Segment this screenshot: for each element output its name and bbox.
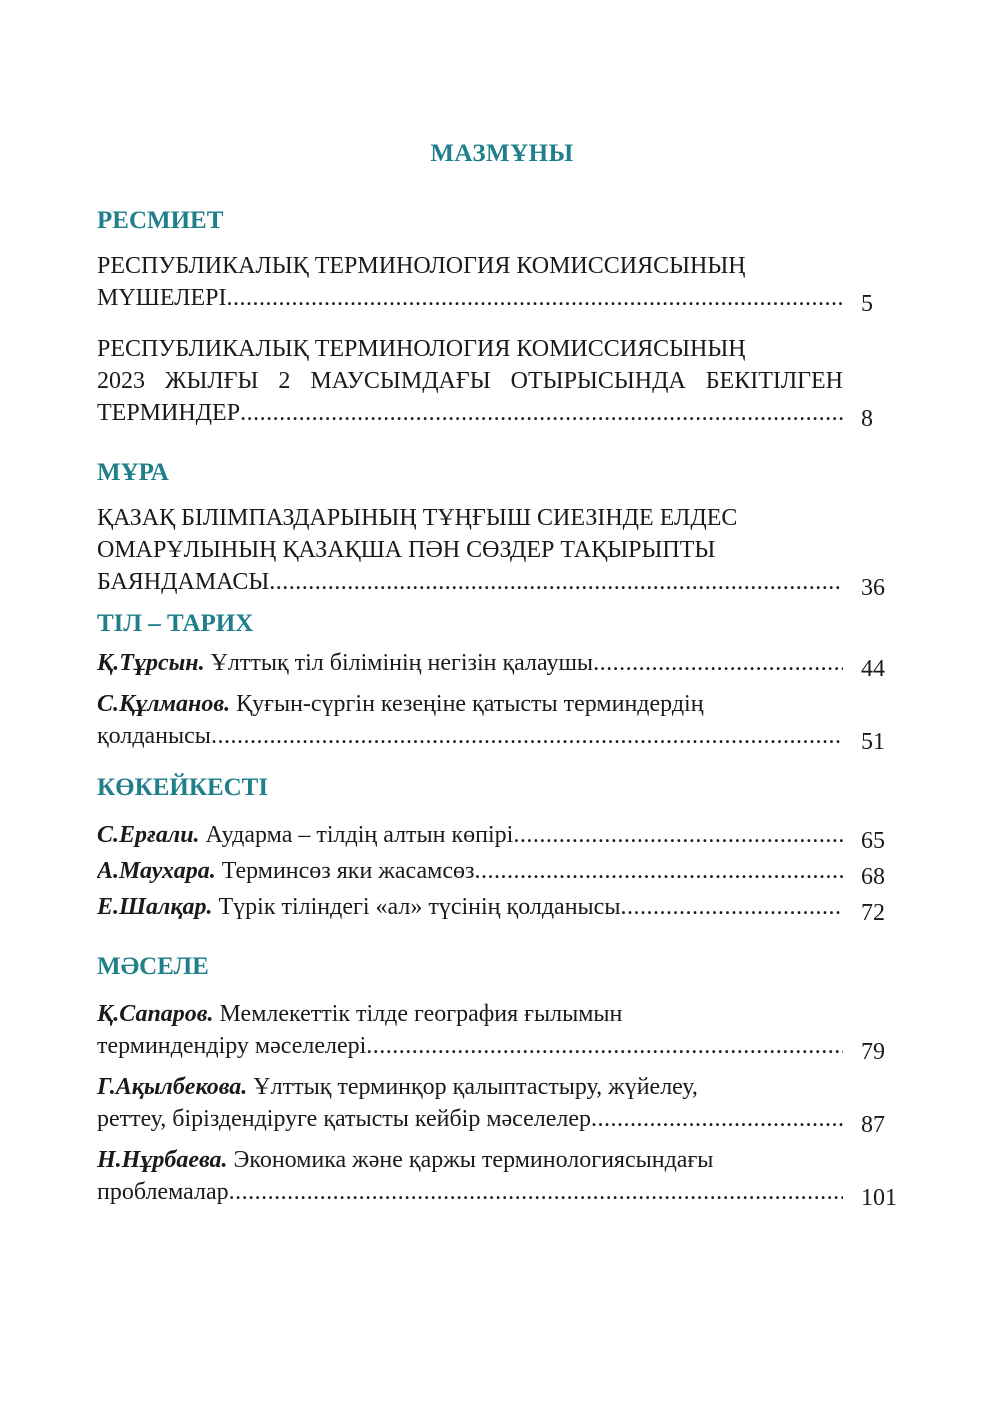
section-title: МӘСЕЛЕ	[97, 953, 209, 980]
section-title: ТІЛ – ТАРИХ	[97, 610, 254, 637]
page-number: 72	[861, 900, 885, 926]
toc-entry[interactable]	[97, 998, 907, 1065]
toc-section-resmiet	[97, 204, 907, 432]
page-number: 8	[861, 406, 873, 432]
toc-entry[interactable]	[97, 250, 907, 317]
toc-entry[interactable]	[97, 819, 907, 854]
entry-text-line: РЕСПУБЛИКАЛЫҚ ТЕРМИНОЛОГИЯ КОМИССИЯСЫНЫҢ	[97, 336, 746, 362]
entry-text-line: реттеу, біріздендіруге қатысты кейбір мәселелер	[97, 1106, 592, 1132]
toc-section-masele	[97, 950, 907, 1211]
dot-leader	[211, 720, 843, 752]
entry-author: А.Маухара.	[97, 858, 216, 884]
entry-author: Г.Ақылбекова.	[97, 1074, 248, 1100]
page-number: 36	[861, 575, 885, 601]
entry-author: Қ.Тұрсын.	[97, 650, 205, 676]
entry-text-line: РЕСПУБЛИКАЛЫҚ ТЕРМИНОЛОГИЯ КОМИССИЯСЫНЫҢ	[97, 253, 746, 279]
toc-section-mura	[97, 456, 907, 601]
entry-title: Ұлттық тіл білімінің негізін қалаушы	[204, 650, 594, 676]
entry-title: Қуғын-сүргін кезеңіне қатысты терминдердің	[230, 691, 704, 717]
dot-leader	[474, 855, 843, 887]
entry-author: Қ.Сапаров.	[97, 1001, 214, 1027]
toc-entry[interactable]	[97, 1144, 907, 1211]
entry-text-line: ҚАЗАҚ БІЛІМПАЗДАРЫНЫҢ ТҰҢҒЫШ СИЕЗІНДЕ ЕЛДЕС	[97, 505, 738, 531]
entry-title: Аударма – тілдің алтын көпірі	[199, 822, 514, 848]
page-title: МАЗМҰНЫ	[430, 140, 574, 167]
entry-text-line: қолданысы	[97, 723, 211, 749]
toc-entry[interactable]	[97, 891, 907, 926]
entry-text-line: МҮШЕЛЕРІ	[97, 285, 227, 311]
toc-entry[interactable]	[97, 333, 907, 432]
entry-author: С.Құлманов.	[97, 691, 231, 717]
entry-author: Е.Шалқар.	[97, 894, 213, 920]
page-number: 51	[861, 729, 885, 755]
page-number: 79	[861, 1039, 885, 1065]
page-number: 5	[861, 291, 873, 317]
entry-text-line: ОМАРҰЛЫНЫҢ ҚАЗАҚША ПӘН СӨЗДЕР ТАҚЫРЫПТЫ	[97, 537, 716, 563]
entry-title: Түрік тіліндегі «ал» түсінің қолданысы	[212, 894, 621, 920]
page-number: 44	[861, 656, 885, 682]
dot-leader	[620, 891, 843, 923]
entry-title: Мемлекеттік тілде география ғылымын	[213, 1001, 623, 1027]
toc-entry[interactable]	[97, 647, 907, 682]
toc-entry[interactable]	[97, 855, 907, 890]
entry-title: Экономика және қаржы терминологиясындағы	[227, 1147, 714, 1173]
page-number: 68	[861, 864, 885, 890]
entry-text-line: ТЕРМИНДЕР	[97, 400, 241, 426]
toc-entry[interactable]	[97, 502, 907, 601]
page-number: 65	[861, 828, 885, 854]
entry-author: Н.Нұрбаева.	[97, 1147, 228, 1173]
page-number: 87	[861, 1112, 885, 1138]
page-number: 101	[861, 1185, 897, 1211]
dot-leader	[227, 282, 843, 314]
dot-leader	[240, 397, 843, 429]
dot-leader	[269, 566, 843, 598]
toc-section-til-tarikh	[97, 607, 907, 755]
dot-leader	[229, 1176, 843, 1208]
entry-author: С.Ерғали.	[97, 822, 200, 848]
entry-title: Ұлттық терминқор қалыптастыру, жүйелеу,	[247, 1074, 698, 1100]
section-title: КӨКЕЙКЕСТІ	[97, 774, 269, 801]
section-title: МҰРА	[97, 459, 169, 486]
entry-text-line: терминдендіру мәселелері	[97, 1033, 367, 1059]
dot-leader	[366, 1030, 843, 1062]
toc-section-kokeikesti	[97, 771, 907, 926]
dot-leader	[593, 647, 843, 679]
entry-text-line: проблемалар	[97, 1179, 229, 1205]
dot-leader	[591, 1103, 843, 1135]
section-title: РЕСМИЕТ	[97, 207, 224, 234]
entry-text-line: БАЯНДАМАСЫ	[97, 569, 270, 595]
toc-entry[interactable]	[97, 1071, 907, 1138]
toc-entry[interactable]	[97, 688, 907, 755]
table-of-contents	[97, 140, 907, 1217]
dot-leader	[513, 819, 843, 851]
entry-title: Терминсөз яки жасамсөз	[215, 858, 475, 884]
entry-text-line: 2023 ЖЫЛҒЫ 2 МАУСЫМДАҒЫ ОТЫРЫСЫНДА БЕКІТІЛГЕН	[97, 368, 843, 394]
